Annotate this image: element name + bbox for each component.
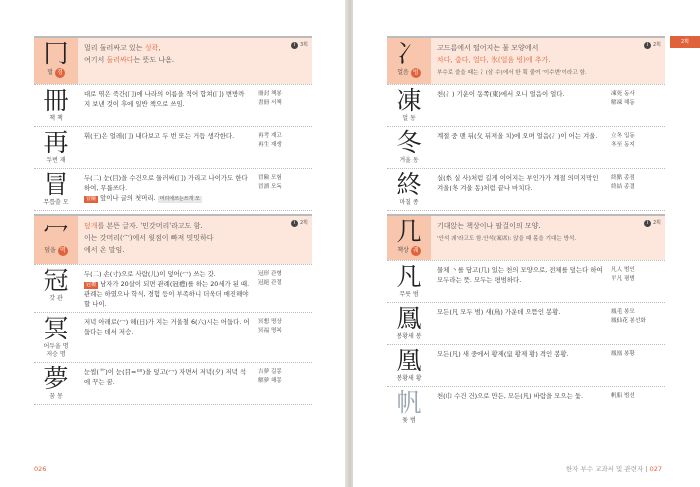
- entry-row: 終 마칠 종 실(糸 실 사)처럼 길게 이어지는 부인가가 계절 의미지막인 겨울(冬 겨울 동)처럼 끝나 마치다. 終點 종점 終結 종결: [387, 169, 665, 211]
- radical-hanja-cell: [387, 216, 431, 260]
- left-page: [0, 0, 347, 487]
- entry-description: 저녁 아래로(冖) 해(日)가 지는 거울철 6(六)시는 어둡다. 어둡다는 데서 저승.: [84, 318, 250, 336]
- radical-reading: 덮을 멱: [34, 246, 78, 259]
- entry-description: 두(二) 눈(目)을 수건으로 둘러싸(冂) 가리고 나이가도 한다 하여, 무릅쓰다. 冒險 앞이나 글의 첫머리. 머리에쓰는쓰개 모: [84, 174, 248, 202]
- radical-hanja-cell: [34, 216, 78, 264]
- entry-row: 凰 봉황새 황 모든(凡) 새 중에서 황제(皇 황제 황) 격인 봉황. 鳳凰 봉황: [387, 345, 665, 387]
- term-tag: 冒險: [86, 196, 97, 202]
- running-title: 한자 부수 교과서 및 관련자: [565, 465, 644, 473]
- entry-words: 帆船 범선: [611, 393, 635, 399]
- radical-reading: 책상 궤: [387, 246, 431, 259]
- radical-block-myeok: [34, 214, 312, 405]
- entry-words: 再考 재고 再生 재생: [258, 133, 282, 148]
- radical-description: 덮개를 본뜬 글자. '민갓머리'라고도 함. 이는 갓머리(宀)에서 윗점이 빠져 밋밋하다 에서 온 말임.: [78, 216, 312, 264]
- entry-row: 冒 무릅쓸 모 두(二) 눈(目)을 수건으로 둘러싸(冂) 가리고 나이가도 한다 하여, 무릅쓰다. 冒險 앞이나 글의 첫머리. 머리에쓰는쓰개 모 冒險 모험 冒瀆 모독: [34, 169, 312, 211]
- entry-description: 천(冫) 기운이 동쪽(東)에서 오니 얼음이 얼다.: [437, 90, 565, 98]
- entry-row: 鳳 봉황새 봉 모든(凡 모두 범) 새(鳥) 가운데 으뜸인 봉황. 鳳毛 봉모 鳳仙花 봉선화: [387, 303, 665, 345]
- radical-description: 멀리 둘러싸고 있는 성곽, 여기서 둘러싸다는 뜻도 나옴.: [78, 38, 312, 84]
- entry-words: 終點 종점 終結 종결: [611, 175, 635, 190]
- entry-description: 대로 엮은 죽간(冂)에 나라의 이름을 적어 합쳐(冂) 변방까지 보낸 것이 후에 일반 책으로 쓰임.: [84, 90, 245, 108]
- radical-header-row: [387, 216, 665, 261]
- stroke-count-badge: i 3획: [291, 41, 308, 49]
- right-page: [353, 0, 700, 487]
- entry-hanja: 鳳: [396, 304, 422, 333]
- stroke-count-badge: i 2획: [644, 41, 661, 49]
- entry-description: 눈썹(艹)이 눈(目=罒)을 덮고(冖) 자면서 저녁(夕) 저녁 석에 꾸는 꿈.: [84, 368, 247, 386]
- entry-hanja: 冥: [43, 314, 69, 343]
- radical-reading: 멀 경: [34, 68, 78, 81]
- entry-description: 천(巾 수건 건)으로 만든, 모든(凡) 바람을 모으는 돛.: [437, 392, 583, 400]
- radical-hanja-cell: [387, 38, 431, 84]
- entry-hanja: 凍: [396, 86, 422, 115]
- entry-description: 실(糸 실 사)처럼 길게 이어지는 부인가가 계절 의미지막인 겨울(冬 겨울 동)처럼 끝나 마치다.: [437, 174, 599, 192]
- page-number: 026: [34, 465, 47, 473]
- radical-hanja: 冂: [43, 39, 69, 68]
- entry-hanja: 再: [43, 128, 69, 157]
- radical-hanja: 冖: [43, 217, 69, 246]
- entry-words: 立冬 입동 冬至 동지: [611, 133, 635, 148]
- entry-words: 鳳毛 봉모 鳳仙花 봉선화: [611, 309, 646, 324]
- entry-row: 冬 겨울 동 계절 중 맨 뒤(夂 뒤져올 치)에 오며 얼음(冫)이 어는 겨울. 立冬 입동 冬至 동지: [387, 127, 665, 169]
- entry-hanja: 凡: [396, 262, 422, 291]
- entry-row: 冠 갓 관 두(二) 손(寸)으로 사람(儿)이 덮어(冖) 쓰는 갓. 冠禮 남자가 20살이 되면 관례(冠禮)를 하는 20세가 된 때. 관례는 하였으나 학식, 경험 등이 부족하니 더욱더 매진해야 할 나이. 冠形 관형 冠絕 관절: [34, 265, 312, 313]
- entry-words: 凍死 동사 解凍 해동: [611, 91, 635, 106]
- side-tab: 2획: [670, 36, 700, 48]
- entry-hanja: 帆: [396, 388, 422, 417]
- entry-description: 휘(王)은 얼레(冂) 내다보고 두 번 또는 거듭 생각한다.: [84, 132, 235, 140]
- entry-description: 모든(凡 모두 범) 새(鳥) 가운데 으뜸인 봉황.: [437, 308, 561, 316]
- entry-row: 冥 어두울 명 저승 명 저녁 아래로(冖) 해(日)가 지는 거울철 6(六)시는 어둡다. 어둡다는 데서 저승. 冥想 명상 冥福 명복: [34, 313, 312, 363]
- entry-words: 冥想 명상 冥福 명복: [258, 319, 282, 334]
- radical-description: 기대앉는 책상이나 팔걸이의 모양. '안석 궤'라고도 함.안석(案席): 앉을 때 몸을 기대는 방석.: [431, 216, 665, 260]
- radical-hanja: 冫: [396, 39, 422, 68]
- entry-hanja: 冠: [43, 266, 69, 295]
- entry-description: 두(二) 손(寸)으로 사람(儿)이 덮어(冖) 쓰는 갓. 冠禮 남자가 20살이 되면 관례(冠禮)를 하는 20세가 된 때. 관례는 하였으나 학식, 경험 등이 부족하니 더욱더 매진해야 할 나이.: [84, 270, 250, 308]
- page-footer: 한자 부수 교과서 및 관련자 | 027: [565, 465, 662, 473]
- entry-row: 冊 책 책 대로 엮은 죽간(冂)에 나라의 이름을 적어 합쳐(冂) 변방까지 보낸 것이 후에 일반 책으로 쓰임. 冊封 책봉 書冊 서책: [34, 85, 312, 127]
- info-icon: i: [291, 42, 298, 49]
- entry-hanja: 冊: [43, 86, 69, 115]
- radical-hanja-cell: [34, 38, 78, 84]
- entry-hanja: 冬: [396, 128, 422, 157]
- stroke-count-badge: i 2획: [644, 219, 661, 227]
- entry-row: 凍 얼 동 천(冫) 기운이 동쪽(東)에서 오니 얼음이 얼다. 凍死 동사 解凍 해동: [387, 85, 665, 127]
- entry-hanja: 終: [396, 170, 422, 199]
- note-chip: 머리에쓰는쓰개 모: [159, 196, 200, 202]
- radical-block-gyeong: [34, 36, 312, 211]
- radical-block-gwe: [387, 214, 665, 428]
- stroke-count-badge: i 2획: [291, 219, 308, 227]
- radical-hanja: 几: [396, 217, 422, 246]
- entry-words: 冊封 책봉 書冊 서책: [258, 91, 282, 106]
- radical-description: 고드름에서 떨어지는 물 모양에서 차다, 춥다, 얼다, 氷(얼음 빙)에 추가. 부수로 쓸을 때는 冫(삼 수)에서 한 획 줄여 '이수변'이라고 함.: [431, 38, 665, 84]
- term-tag: 冠禮: [86, 282, 97, 288]
- entry-description: 물체 丶를 담고(几) 있는 천의 모양으로, 전체를 덮는다 하여 모두라는 뜻. 모두는 평범하다.: [437, 266, 603, 284]
- radical-reading: 얼음 빙: [387, 68, 431, 81]
- info-icon: i: [291, 220, 298, 227]
- entry-words: 凡人 범인 平凡 평범: [611, 267, 635, 282]
- entry-words: 冠形 관형 冠絕 관절: [258, 271, 282, 286]
- entry-words: 吉夢 길몽 解夢 해몽: [258, 369, 282, 384]
- entry-description: 모든(凡) 새 중에서 황제(皇 황제 황) 격인 봉황.: [437, 350, 569, 358]
- entry-words: 冒險 모험 冒瀆 모독: [258, 175, 282, 190]
- radical-header-row: [34, 216, 312, 265]
- info-icon: i: [644, 220, 651, 227]
- entry-row: 再 두번 재 휘(王)은 얼레(冂) 내다보고 두 번 또는 거듭 생각한다. 再考 재고 再生 재생: [34, 127, 312, 169]
- entry-hanja: 凰: [396, 346, 422, 375]
- info-icon: i: [644, 42, 651, 49]
- entry-row: 凡 무릇 범 물체 丶를 담고(几) 있는 천의 모양으로, 전체를 덮는다 하여 모두라는 뜻. 모두는 평범하다. 凡人 범인 平凡 평범: [387, 261, 665, 303]
- entry-hanja: 夢: [43, 364, 69, 393]
- entry-row: 夢 꿈 몽 눈썹(艹)이 눈(目=罒)을 덮고(冖) 자면서 저녁(夕) 저녁 석에 꾸는 꿈. 吉夢 길몽 解夢 해몽: [34, 363, 312, 405]
- page-number: 027: [649, 465, 662, 473]
- entry-hanja: 冒: [43, 170, 69, 199]
- entry-row: 帆 돛 범 천(巾 수건 건)으로 만든, 모든(凡) 바람을 모으는 돛. 帆船 범선: [387, 387, 665, 428]
- entry-description: 계절 중 맨 뒤(夂 뒤져올 치)에 오며 얼음(冫)이 어는 겨울.: [437, 132, 598, 140]
- radical-header-row: [34, 38, 312, 85]
- entry-words: 鳳凰 봉황: [611, 351, 635, 357]
- radical-block-bing: [387, 36, 665, 211]
- radical-header-row: [387, 38, 665, 85]
